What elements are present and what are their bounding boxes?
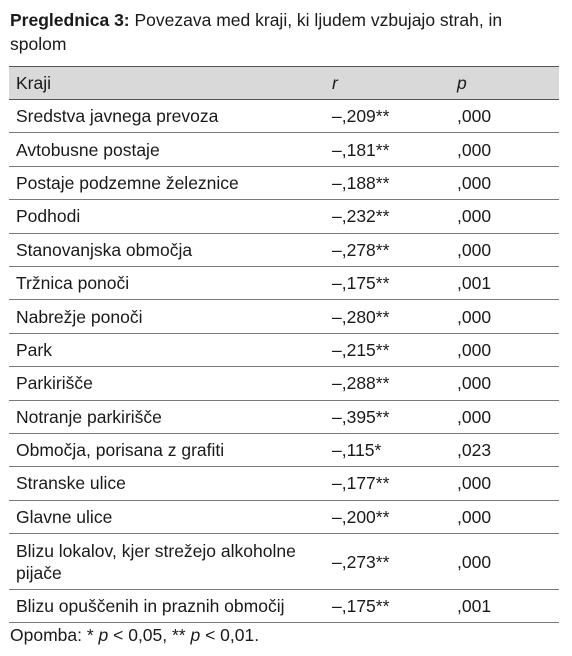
header-r: r <box>324 67 457 100</box>
cell-r: –,278** <box>324 233 457 266</box>
table-row <box>9 534 559 590</box>
note-p-symbol-2: p <box>190 625 201 645</box>
table-row <box>9 400 559 433</box>
cell-kraj: Notranje parkirišče <box>9 400 324 433</box>
cell-p: ,001 <box>457 590 559 623</box>
cell-r: –,215** <box>324 333 457 366</box>
table-row <box>9 233 559 266</box>
table-row <box>9 500 559 533</box>
caption-label: Preglednica 3: <box>10 10 130 30</box>
cell-kraj: Parkirišče <box>9 367 324 400</box>
cell-r: –,280** <box>324 300 457 333</box>
table-body <box>9 100 559 623</box>
cell-r: –,115* <box>324 433 457 466</box>
cell-r: –,175** <box>324 590 457 623</box>
cell-kraj: Stanovanjska območja <box>9 233 324 266</box>
cell-kraj: Avtobusne postaje <box>9 133 324 166</box>
cell-r: –,200** <box>324 500 457 533</box>
cell-p: ,000 <box>457 467 559 500</box>
cell-kraj: Tržnica ponoči <box>9 266 324 299</box>
cell-r: –,209** <box>324 100 457 133</box>
cell-r: –,188** <box>324 166 457 199</box>
cell-r: –,273** <box>324 534 457 590</box>
table-header-row <box>9 67 559 100</box>
cell-p: ,000 <box>457 400 559 433</box>
cell-kraj: Blizu lokalov, kjer strežejo alkoholne pijače <box>9 534 324 590</box>
cell-p: ,000 <box>457 133 559 166</box>
cell-r: –,232** <box>324 200 457 233</box>
cell-kraj: Nabrežje ponoči <box>9 300 324 333</box>
table-row <box>9 300 559 333</box>
cell-kraj: Podhodi <box>9 200 324 233</box>
note-prefix: Opomba: * <box>10 625 99 645</box>
cell-p: ,000 <box>457 233 559 266</box>
cell-p: ,000 <box>457 300 559 333</box>
table-row <box>9 333 559 366</box>
table-row <box>9 200 559 233</box>
note-suffix: < 0,01. <box>200 625 260 645</box>
cell-kraj: Blizu opuščenih in praznih območij <box>9 590 324 623</box>
table-row <box>9 133 559 166</box>
cell-kraj: Stranske ulice <box>9 467 324 500</box>
cell-r: –,177** <box>324 467 457 500</box>
note-p-symbol-1: p <box>98 625 109 645</box>
results-table <box>9 66 559 623</box>
table-row <box>9 266 559 299</box>
cell-p: ,000 <box>457 367 559 400</box>
table-caption <box>10 8 562 56</box>
table-row <box>9 433 559 466</box>
header-kraji: Kraji <box>9 67 324 100</box>
table-row <box>9 367 559 400</box>
cell-p: ,023 <box>457 433 559 466</box>
cell-p: ,000 <box>457 100 559 133</box>
table-row <box>9 590 559 623</box>
cell-p: ,000 <box>457 200 559 233</box>
cell-kraj: Park <box>9 333 324 366</box>
cell-kraj: Glavne ulice <box>9 500 324 533</box>
cell-r: –,288** <box>324 367 457 400</box>
cell-p: ,001 <box>457 266 559 299</box>
cell-kraj: Sredstva javnega prevoza <box>9 100 324 133</box>
cell-p: ,000 <box>457 166 559 199</box>
table-row <box>9 100 559 133</box>
cell-r: –,181** <box>324 133 457 166</box>
cell-p: ,000 <box>457 534 559 590</box>
table-note <box>10 624 259 646</box>
cell-kraj: Območja, porisana z grafiti <box>9 433 324 466</box>
table-row <box>9 166 559 199</box>
header-p: p <box>457 67 559 100</box>
cell-r: –,175** <box>324 266 457 299</box>
table-row <box>9 467 559 500</box>
note-mid: < 0,05, ** <box>108 625 191 645</box>
cell-p: ,000 <box>457 333 559 366</box>
cell-r: –,395** <box>324 400 457 433</box>
caption-text: Povezava med kraji, ki ljudem vzbujajo strah, in spolom <box>10 10 503 54</box>
cell-p: ,000 <box>457 500 559 533</box>
cell-kraj: Postaje podzemne železnice <box>9 166 324 199</box>
